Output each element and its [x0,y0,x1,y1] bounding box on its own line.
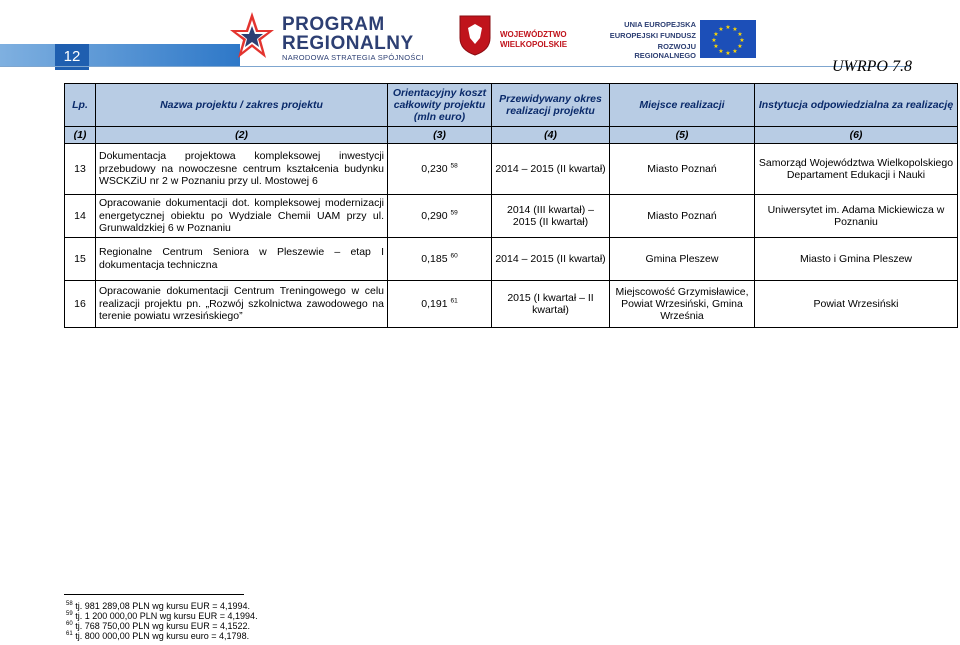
svg-text:★: ★ [732,26,738,33]
svg-text:★: ★ [737,43,743,50]
star-mark-icon [228,10,276,62]
logo-eu-line2: EUROPEJSKI FUNDUSZ [609,31,696,40]
svg-text:★: ★ [737,31,743,38]
row-place: Miasto Poznań [610,144,755,195]
col-number: (2) [96,127,388,144]
table-row [65,238,958,281]
eu-flag-icon [700,20,756,58]
logo-region-line1: WOJEWÓDZTWO [500,30,567,39]
logo-program-line3: NARODOWA STRATEGIA SPÓJNOŚCI [282,53,424,62]
svg-text:★: ★ [725,24,731,31]
col-header-lp: Lp. [65,84,96,127]
row-lp: 14 [65,195,96,238]
logo-program-line1: PROGRAM [282,14,385,35]
row-cost: 0,290 $^{59}$ [388,195,492,238]
row-cost: 0,185 $^{60}$ [388,238,492,281]
row-lp: 16 [65,281,96,328]
svg-text:★: ★ [718,26,724,33]
svg-text:★: ★ [713,31,719,38]
row-lp: 13 [65,144,96,195]
row-place: Miasto Poznań [610,195,755,238]
row-period: 2014 (III kwartał) – 2015 (II kwartał) [492,195,610,238]
table-row [65,195,958,238]
logo-region-line2: WIELKOPOLSKIE [500,40,568,49]
footnote: $^{61}$ tj. 800 000,00 PLN wg kursu euro = 4,1798. [66,631,250,641]
row-institution: Uniwersytet im. Adama Mickiewicza w Poznaniu [755,195,958,238]
table-header-row [65,84,958,127]
row-period: 2015 (I kwartał – II kwartał) [492,281,610,328]
col-header-place: Miejsce realizacji [610,84,755,127]
svg-text:★: ★ [732,48,738,55]
col-header-cost: Orientacyjny koszt całkowity projektu (mln euro) [388,84,492,127]
logo-strip [226,6,766,68]
logo-eu-line3: ROZWOJU REGIONALNEGO [634,42,696,60]
row-cost: 0,230 $^{58}$ [388,144,492,195]
eagle-shield-icon [458,14,492,56]
footnote-ref: 61 [450,297,458,305]
row-place: Miejscowość Grzymisławice, Powiat Wrzesiński, Gmina Września [610,281,755,328]
table-row [65,281,958,328]
row-cost: 0,191 $^{61}$ [388,281,492,328]
row-institution: Powiat Wrzesiński [755,281,958,328]
footnote: $^{60}$ tj. 768 750,00 PLN wg kursu EUR = 4,1522. [66,621,251,631]
svg-text:★: ★ [713,43,719,50]
row-institution: Samorząd Województwa Wielkopolskiego Departament Edukacji i Nauki [755,144,958,195]
footnote-ref: 60 [450,252,458,260]
logo-eu-line1: UNIA EUROPEJSKA [624,20,696,29]
row-institution: Miasto i Gmina Pleszew [755,238,958,281]
col-header-period: Przewidywany okres realizacji projektu [492,84,610,127]
svg-text:★: ★ [711,37,717,44]
row-period: 2014 – 2015 (II kwartał) [492,238,610,281]
svg-text:★: ★ [725,50,731,57]
header-gradient-bar [0,44,240,66]
table-row [65,144,958,195]
row-project-name: Opracowanie dokumentacji dot. kompleksowej modernizacji energetycznej obiektu po Wydziale Chemii UAM przy ul. Grunwaldzkiej 6 w Poznaniu [96,195,388,238]
footnote-separator [64,594,244,595]
row-project-name: Regionalne Centrum Seniora w Pleszewie – etap I dokumentacja techniczna [96,238,388,281]
row-lp: 15 [65,238,96,281]
projects-table [64,83,958,328]
column-number-row [65,127,958,144]
page-number: 12 [55,44,89,70]
svg-text:★: ★ [718,48,724,55]
program-regionalny-logo [226,6,436,64]
logo-program-line2: REGIONALNY [282,33,414,54]
col-header-name: Nazwa projektu / zakres projektu [96,84,388,127]
footnote: $^{58}$ tj. 981 289,08 PLN wg kursu EUR = 4,1994. [66,601,251,611]
col-number: (4) [492,127,610,144]
col-header-institution: Instytucja odpowiedzialna za realizację [755,84,958,127]
row-project-name: Dokumentacja projektowa kompleksowej inwestycji przebudowy na nowoczesne centrum kształcenia budynku WSCKZiU nr 2 w Poznaniu przy ul. Mostowej 6 [96,144,388,195]
row-period: 2014 – 2015 (II kwartał) [492,144,610,195]
col-number: (1) [65,127,96,144]
row-project-name: Opracowanie dokumentacji Centrum Treningowego w celu realizacji projektu pn. „Rozwój szkolnictwa zawodowego na terenie powiatu wrzesińskiego” [96,281,388,328]
footnote-ref: 59 [450,209,458,217]
footnote: $^{59}$ tj. 1 200 000,00 PLN wg kursu EUR = 4,1994. [66,611,258,621]
wielkopolska-logo [458,10,578,62]
eu-fund-logo [596,16,766,60]
col-number: (5) [610,127,755,144]
document-code: UWRPO 7.8 [832,58,912,75]
col-number: (6) [755,127,958,144]
row-place: Gmina Pleszew [610,238,755,281]
footnote-ref: 58 [450,162,458,170]
col-number: (3) [388,127,492,144]
svg-text:★: ★ [739,37,745,44]
